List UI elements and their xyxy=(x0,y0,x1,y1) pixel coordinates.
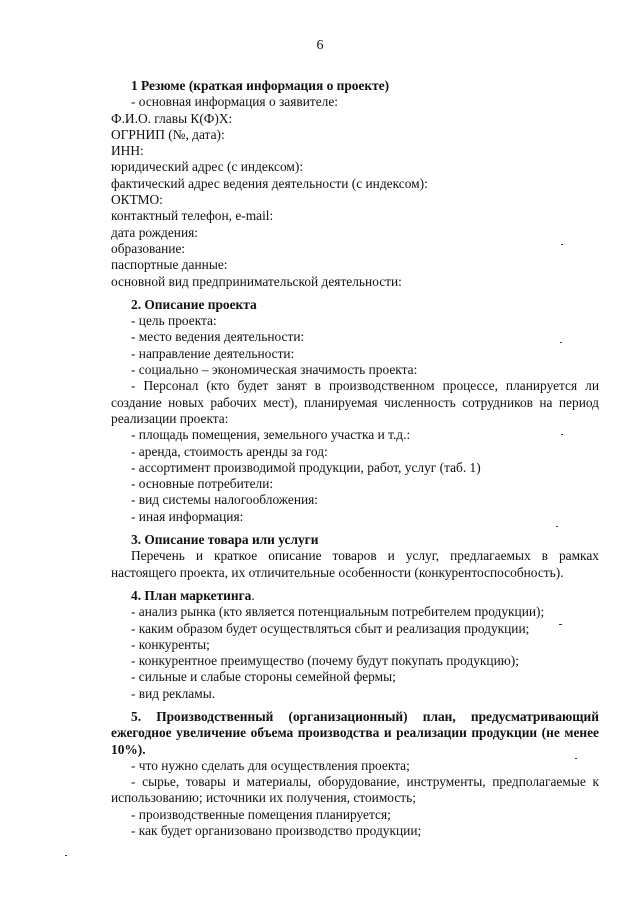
form-field-label: фактический адрес ведения деятельности (с индексом): xyxy=(111,175,428,191)
scan-speck xyxy=(559,624,562,625)
paragraph: - Персонал (кто будет занят в производственном процессе, планируется ли создание новых рабочих мест), планируемая численность сотрудников на период реализации проекта: xyxy=(111,378,599,426)
form-field-label: паспортные данные: xyxy=(111,257,228,273)
section-heading-text: 4. План маркетинга xyxy=(131,587,252,603)
scan-speck xyxy=(560,342,562,343)
form-field-label: основной вид предпринимательской деятельности: xyxy=(111,273,402,289)
list-item: - каким образом будет осуществляться сбыт и реализация продукции; xyxy=(131,620,530,636)
list-item: - место ведения деятельности: xyxy=(131,329,305,345)
section-heading xyxy=(111,588,599,604)
scan-speck xyxy=(575,758,577,759)
section-production-plan xyxy=(111,709,599,839)
scan-speck xyxy=(65,855,67,856)
list-item: - иная информация: xyxy=(131,508,244,524)
section-marketing-plan xyxy=(111,588,599,702)
form-field-label: ОКТМО: xyxy=(111,192,163,208)
list-item: - что нужно сделать для осуществления проекта; xyxy=(131,757,410,773)
section-heading: 3. Описание товара или услуги xyxy=(131,532,319,548)
paragraph: - сырье, товары и материалы, оборудование, инструменты, предполагаемые к использованию; источники их получения, стоимость; xyxy=(111,774,599,806)
form-field-label: контактный телефон, e-mail: xyxy=(111,208,274,224)
list-item: - социально – экономическая значимость проекта: xyxy=(131,362,418,378)
section-heading: 5. Производственный (организационный) план, предусматривающий ежегодное увеличение объема производства и реализации продукции (не менее 10%). xyxy=(111,708,599,757)
form-field-label: ИНН: xyxy=(111,143,144,159)
section-heading: 1 Резюме (краткая информация о проекте) xyxy=(131,78,390,93)
scan-speck xyxy=(556,526,558,527)
list-item: - вид рекламы. xyxy=(131,685,216,701)
page-number: 6 xyxy=(316,38,324,53)
scan-speck xyxy=(561,244,563,245)
list-item: - сильные и слабые стороны семейной фермы; xyxy=(131,669,396,685)
list-item: - анализ рынка (кто является потенциальным потребителем продукции); xyxy=(131,604,545,620)
list-item: - аренда, стоимость аренды за год: xyxy=(131,443,328,459)
list-item: - конкуренты; xyxy=(131,636,210,652)
form-field-label: ОГРНИП (№, дата): xyxy=(111,126,225,142)
list-item: - как будет организовано производство продукции; xyxy=(131,823,422,839)
section-heading: 2. Описание проекта xyxy=(131,296,257,312)
paragraph: Перечень и краткое описание товаров и услуг, предлагаемых в рамках настоящего проекта, их отличительные особенности (конкурентоспособность). xyxy=(111,548,599,580)
section-product-description xyxy=(111,532,599,581)
form-field-label: дата рождения: xyxy=(111,224,198,240)
section-project-description xyxy=(111,297,599,525)
list-item: - цель проекта: xyxy=(131,313,217,329)
scan-speck xyxy=(561,434,563,435)
list-item: - основные потребители: xyxy=(131,476,274,492)
section-heading-suffix: . xyxy=(251,587,255,603)
form-field-label: Ф.И.О. главы К(Ф)Х: xyxy=(111,110,233,126)
section-summary xyxy=(111,78,599,290)
list-item: - площадь помещения, земельного участка и т.д.: xyxy=(131,427,411,443)
list-item: - основная информация о заявителе: xyxy=(131,94,339,110)
list-item: - конкурентное преимущество (почему будут покупать продукцию); xyxy=(131,653,519,669)
list-item: - вид системы налогообложения: xyxy=(131,492,319,508)
form-field-label: юридический адрес (с индексом): xyxy=(111,159,304,175)
list-item: - направление деятельности: xyxy=(131,345,295,361)
list-item: - ассортимент производимой продукции, работ, услуг (таб. 1) xyxy=(131,459,481,475)
list-item: - производственные помещения планируется; xyxy=(131,806,391,822)
form-field-label: образование: xyxy=(111,240,186,256)
document-body xyxy=(111,78,599,839)
